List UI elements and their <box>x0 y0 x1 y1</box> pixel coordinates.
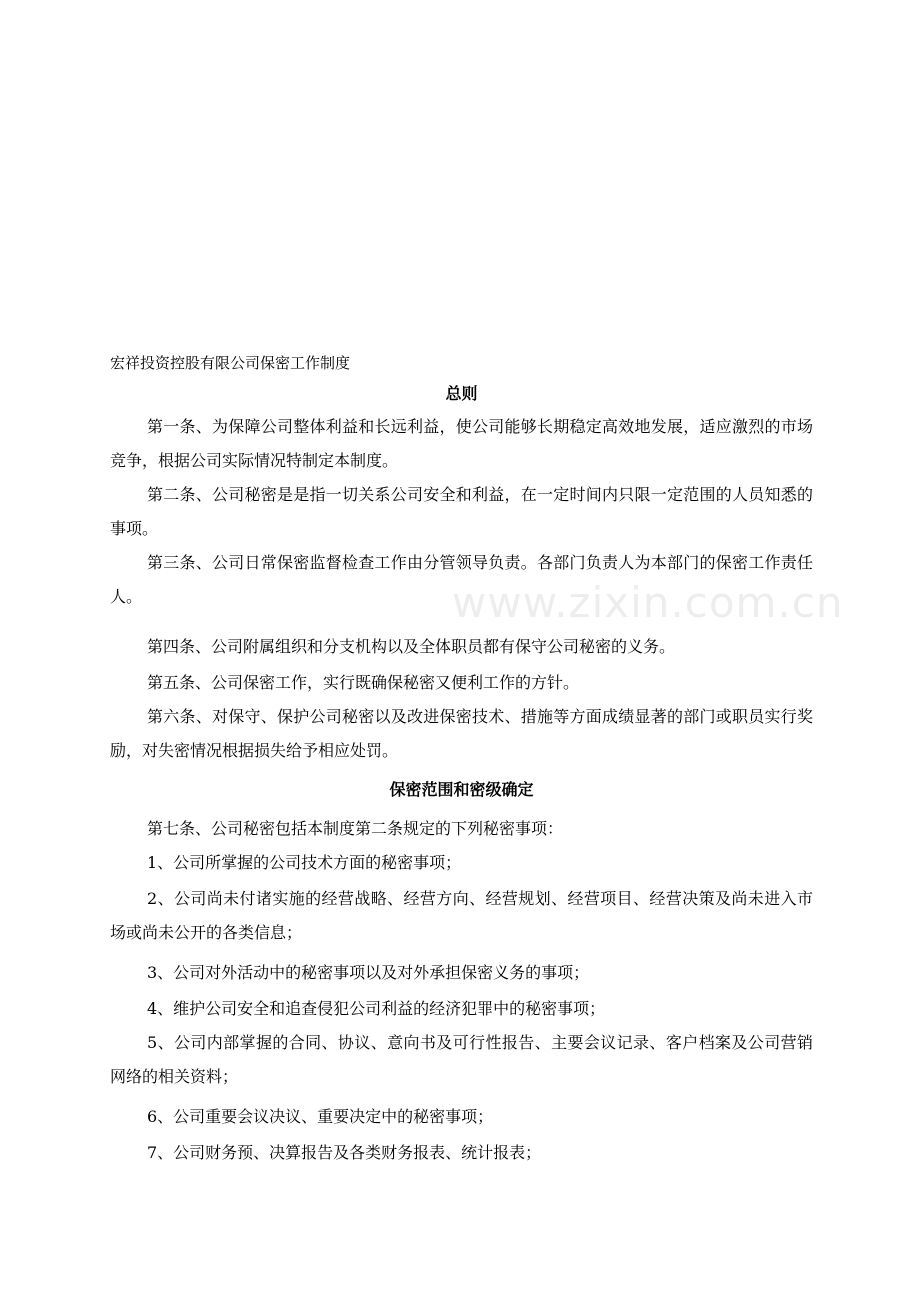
document-title: 宏祥投资控股有限公司保密工作制度 <box>110 354 351 372</box>
paragraph-article-5: 第五条、公司保密工作，实行既确保秘密又便利工作的方针。 <box>147 673 580 692</box>
list-item: 6、公司重要会议决议、重要决定中的秘密事项； <box>147 1107 494 1126</box>
list-item: 5、公司内部掌握的合同、协议、意向书及可行性报告、主要会议记录、客户档案及公司营销网络的相关资料； <box>110 1033 813 1086</box>
paragraph-article-7: 第七条、公司秘密包括本制度第二条规定的下列秘密事项： <box>147 819 564 838</box>
paragraph-article-2: 第二条、公司秘密是是指一切关系公司安全和利益，在一定时间内只限一定范围的人员知悉的事项。 <box>110 485 813 538</box>
list-item: 3、公司对外活动中的秘密事项以及对外承担保密义务的事项； <box>147 963 590 982</box>
paragraph-article-6: 第六条、对保守、保护公司秘密以及改进保密技术、措施等方面成绩显著的部门或职员实行奖励，对失密情况根据损失给予相应处罚。 <box>110 707 813 760</box>
list-item: 7、公司财务预、决算报告及各类财务报表、统计报表； <box>147 1143 542 1162</box>
section-heading-general: 总则 <box>445 384 478 403</box>
section-heading-scope: 保密范围和密级确定 <box>389 780 534 799</box>
paragraph-article-4: 第四条、公司附属组织和分支机构以及全体职员都有保守公司秘密的义务。 <box>147 637 676 656</box>
watermark: www.zixin.com.cn <box>452 578 844 627</box>
paragraph-article-3: 第三条、公司日常保密监督检查工作由分管领导负责。各部门负责人为本部门的保密工作责任人。 <box>110 553 813 606</box>
list-item: 1、公司所掌握的公司技术方面的秘密事项； <box>147 853 462 872</box>
list-item: 2、公司尚未付诸实施的经营战略、经营方向、经营规划、经营项目、经营决策及尚未进入市场或尚未公开的各类信息； <box>110 889 813 942</box>
list-item: 4、维护公司安全和追查侵犯公司利益的经济犯罪中的秘密事项； <box>147 999 606 1018</box>
paragraph-article-1: 第一条、为保障公司整体利益和长远利益，使公司能够长期稳定高效地发展，适应激烈的市场竞争，根据公司实际情况特制定本制度。 <box>110 417 813 470</box>
